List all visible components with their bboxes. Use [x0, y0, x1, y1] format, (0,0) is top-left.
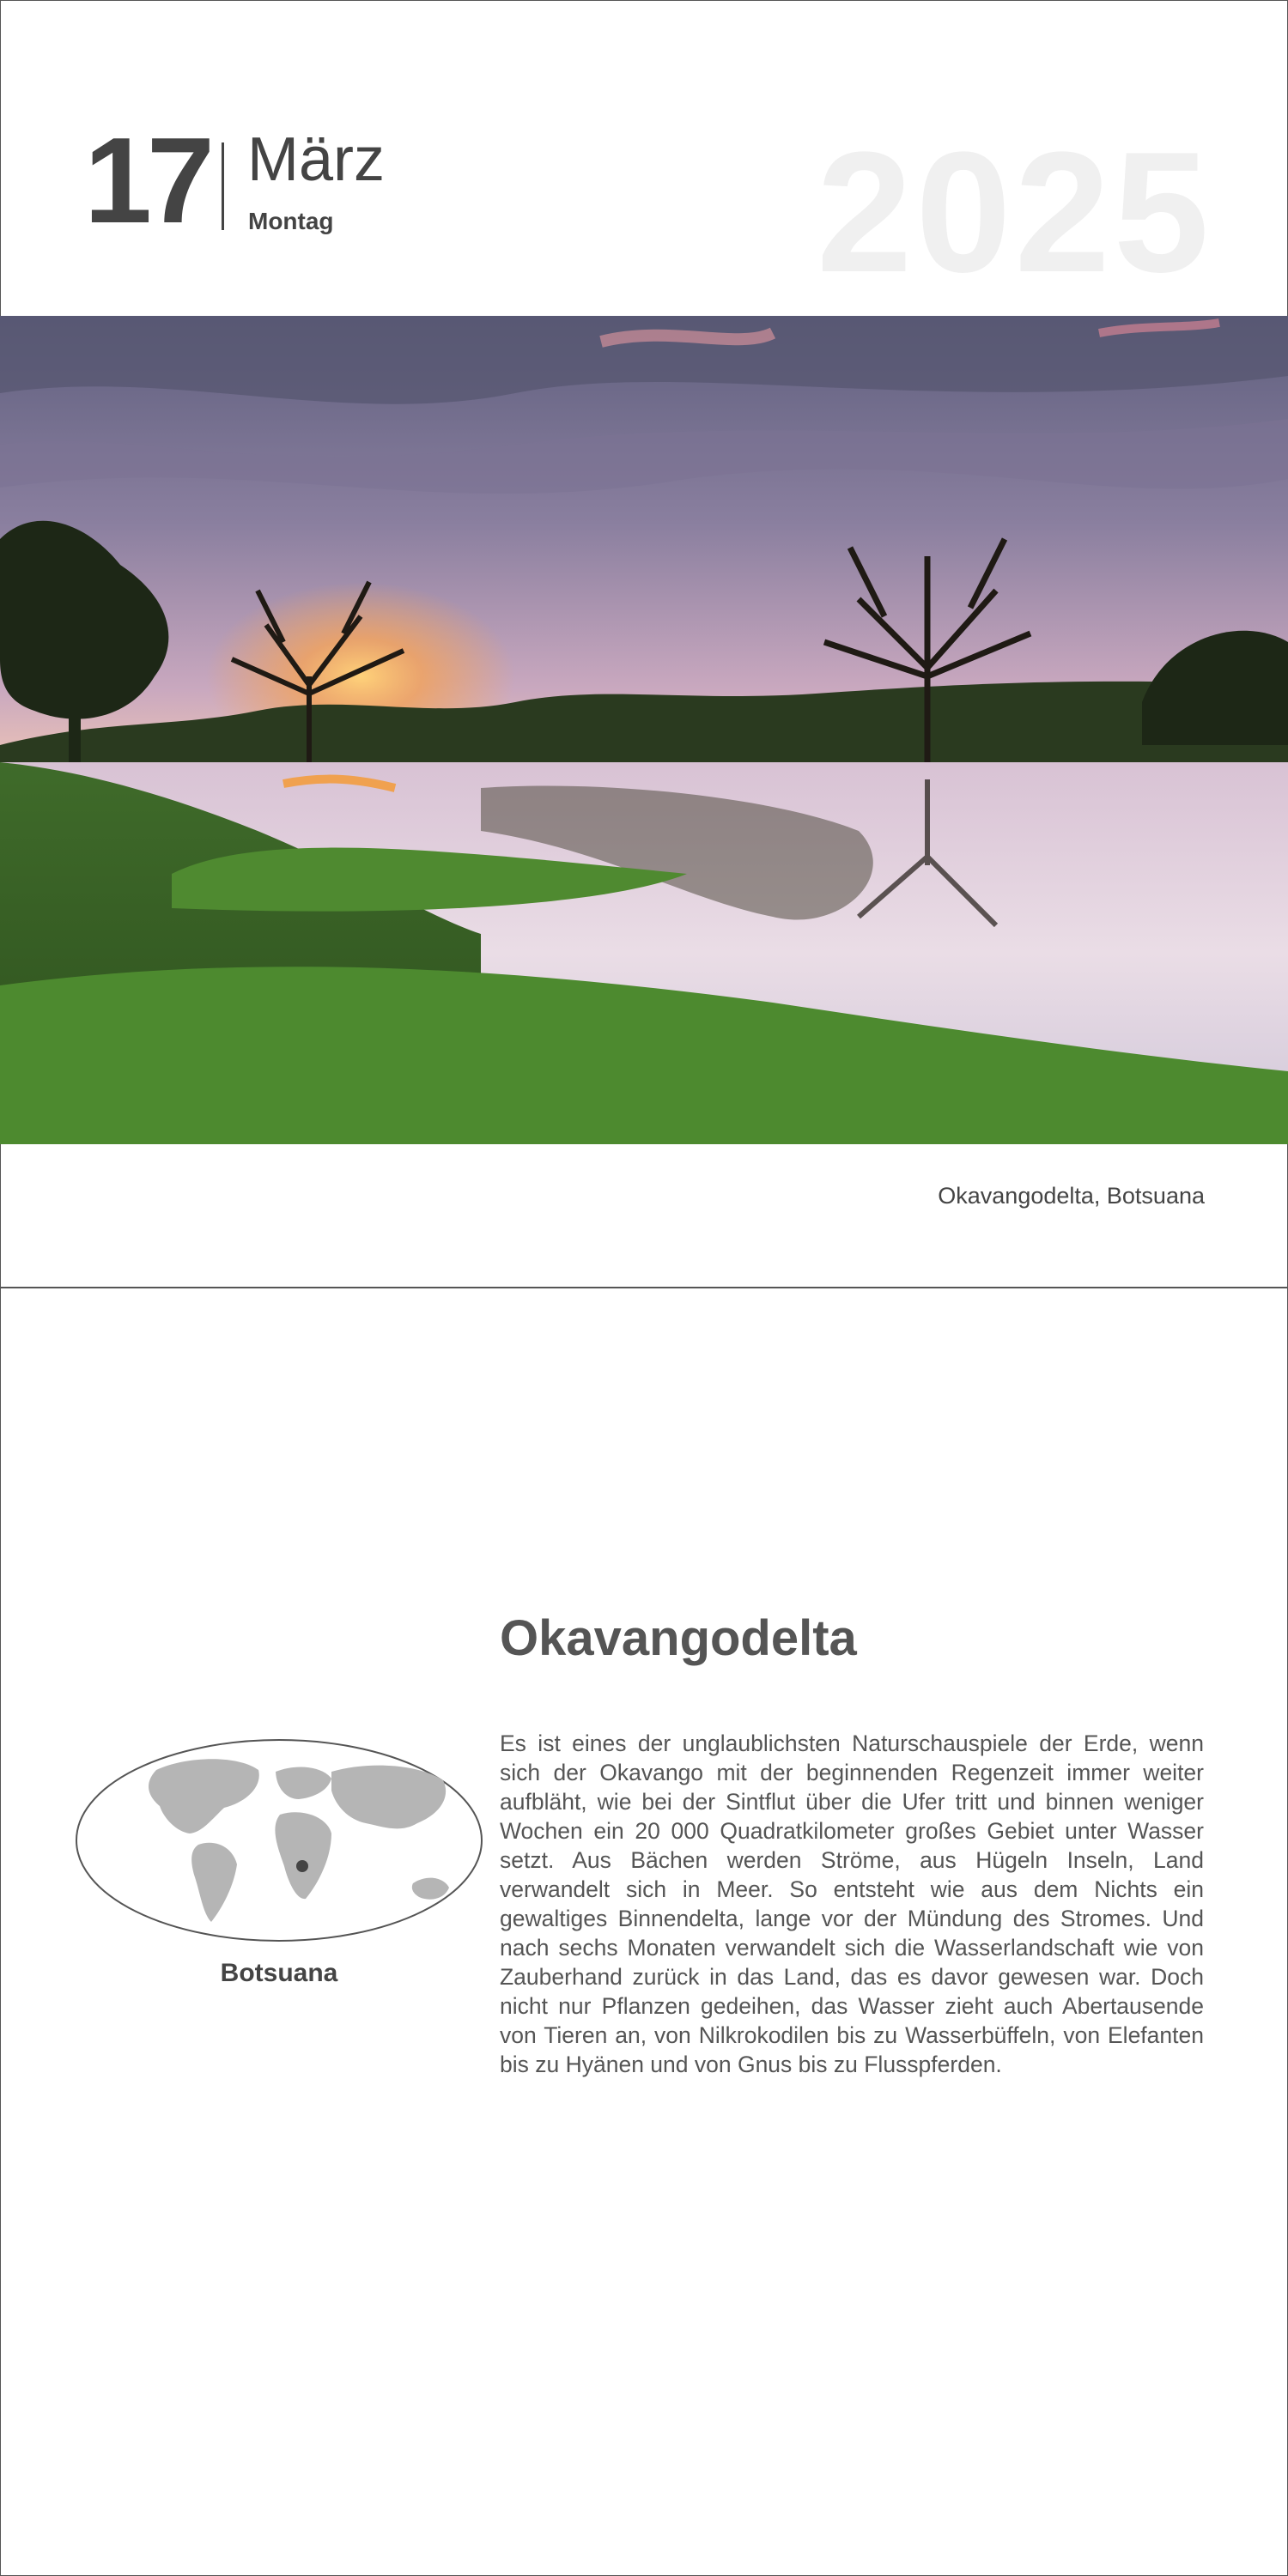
- weekday: Montag: [248, 208, 334, 234]
- map-label: Botsuana: [220, 1959, 338, 1987]
- date-divider: [222, 142, 224, 230]
- year: 2025: [817, 117, 1212, 308]
- month-name: März: [247, 125, 385, 194]
- photo-caption: Okavangodelta, Botsuana: [938, 1183, 1205, 1209]
- article-body: Es ist eines der unglaublichsten Naturschauspiele der Erde, wenn sich der Okavango mit der beginnenden Regenzeit immer weiter aufbläht, wie bei der Sintflut über die Ufer tritt und binnen weniger Wochen ein 20 000 Quadratkilometer großes Gebiet unter Wasser setzt. Aus Bächen werden Ströme, aus Hügeln Inseln, Land verwandelt sich in Meer. So entsteht wie aus dem Nichts ein gewaltiges Binnendelta, lange vor der Mündung des Stromes. Und nach sechs Monaten verwandelt sich die Wasserlandschaft wie von Zauberhand zurück in das Land, das es davor gewesen war. Doch nicht nur Pflanzen gedeihen, das Wasser zieht auch Abertausende von Tieren an, von Nilkrokodilen bis zu Wasserbüffeln, von Elefanten bis zu Hyänen und von Gnus bis zu Flusspferden.: [500, 1730, 1204, 2077]
- article-title: Okavangodelta: [500, 1610, 857, 1666]
- landscape-photo: [0, 316, 1288, 1144]
- day-number: 17: [84, 112, 210, 249]
- world-map-icon: [74, 1737, 484, 1943]
